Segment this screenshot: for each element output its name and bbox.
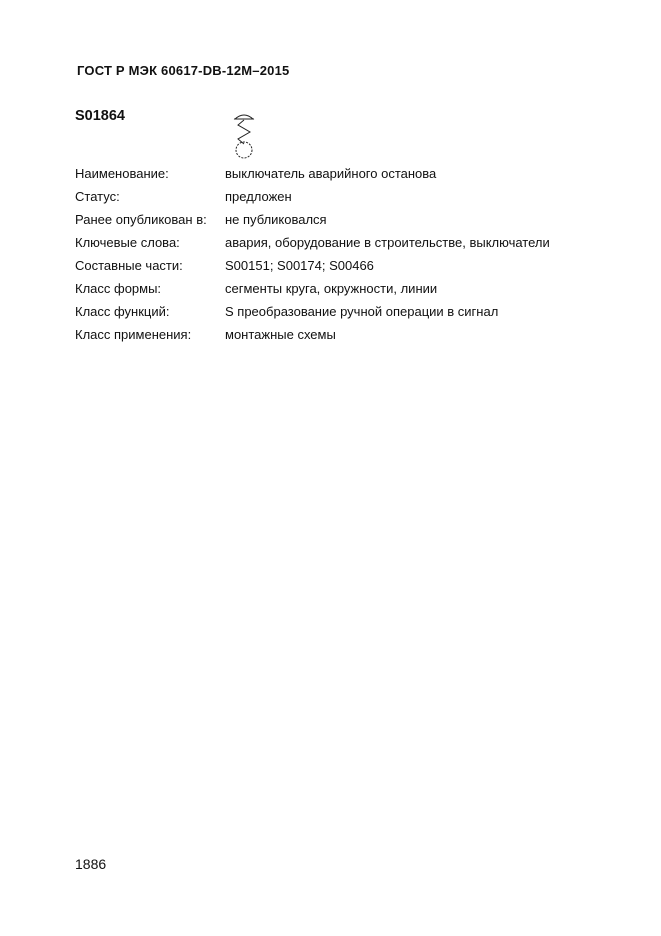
emergency-stop-switch-symbol [229,112,259,160]
property-label: Ключевые слова: [75,235,180,250]
property-row-shape-class [75,277,635,300]
property-value: S00151; S00174; S00466 [225,258,374,273]
property-value: сегменты круга, окружности, линии [225,281,438,296]
mushroom-head-segment [235,115,253,119]
document-header: ГОСТ Р МЭК 60617-DB-12M–2015 [77,63,290,78]
page-number: 1886 [75,856,107,872]
property-label: Класс функций: [75,304,170,319]
property-row-components [75,254,635,277]
property-row-keywords [75,231,635,254]
property-label: Ранее опубликован в: [75,212,207,227]
property-label: Статус: [75,189,120,204]
property-value: предложен [225,189,292,204]
property-value: выключатель аварийного останова [225,166,437,181]
property-row-previously-published [75,208,635,231]
zigzag-line [238,120,250,144]
symbol-code: S01864 [75,108,125,124]
property-table [75,162,635,346]
dashed-circle [236,142,252,158]
property-value: не публиковался [225,212,327,227]
property-row-application-class [75,323,635,346]
property-label: Наименование: [75,166,169,181]
property-row-function-class [75,300,635,323]
property-label: Класс формы: [75,281,162,296]
property-row-name [75,162,635,185]
property-label: Класс применения: [75,327,192,342]
property-value: S преобразование ручной операции в сигнал [225,304,499,319]
property-value: монтажные схемы [225,327,336,342]
property-label: Составные части: [75,258,183,273]
property-row-status [75,185,635,208]
property-value: авария, оборудование в строительстве, выключатели [225,235,550,250]
